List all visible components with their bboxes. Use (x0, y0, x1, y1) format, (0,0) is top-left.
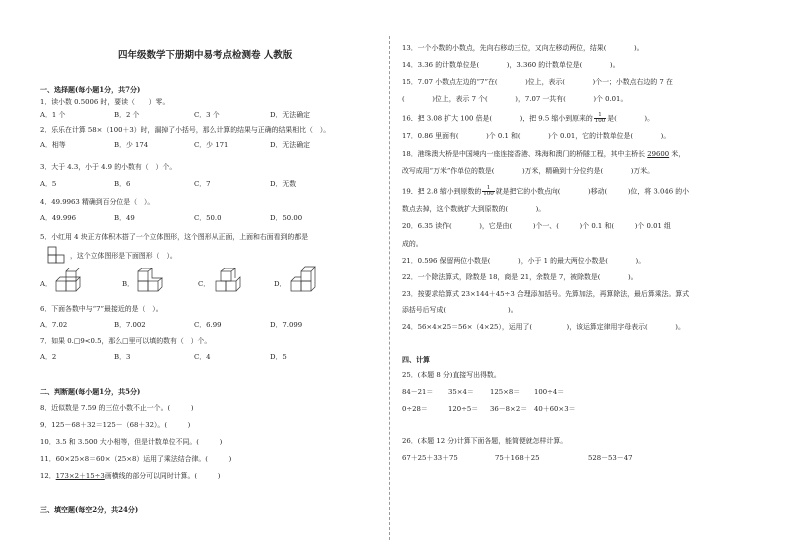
option-a: A．1 个 (40, 111, 66, 119)
fill-18 (402, 150, 685, 159)
judge-12 (40, 472, 220, 481)
option-b: B．6 (114, 180, 131, 188)
question-7: 7．如果 0.□9<0.5，那么□里可以填的数有（ ）个。 (40, 337, 212, 345)
fill-20: 20．6.35 读作( )，它是由( )个一、( )个 0.1 和( )个 0.01 组 (402, 222, 671, 230)
question-6: 6．下面各数中与“7”最接近的是（ ）。 (40, 305, 163, 313)
option-c: C．6.99 (194, 321, 222, 329)
page-title: 四年级数学下册期中易考点检测卷 人教版 (118, 50, 293, 61)
option-a: A．相等 (40, 141, 66, 149)
calc-26: 26．(本题 12 分)计算下面各题，能简便就怎样计算。 (402, 437, 568, 445)
question-1: 1．读小数 0.5006 时，要读（ ）零。 (40, 98, 170, 106)
option-b: B．2 个 (114, 111, 140, 119)
judge-12-text: 画横线的部分可以同时计算。( ) (104, 472, 221, 480)
option-d: D．7.099 (270, 321, 303, 329)
fill-16-text: 16．把 3.08 扩大 100 倍是( )，把 9.5 缩小到原来的 (402, 114, 593, 123)
calc-item: 528－53－47 (588, 454, 633, 462)
calc-item: 40＋60×3＝ (534, 405, 576, 413)
fill-18-unit: 米， (669, 150, 686, 158)
judge-11: 11．60×25×8＝60×（25×8）运用了乘法结合律。( ) (40, 455, 232, 463)
fill-15-cont: ( )位上，表示 7 个( )，7.07 一共有( )个 0.01。 (402, 95, 628, 103)
fill-22: 22．一个除法算式，除数是 18，商是 21，余数是 7，被除数是( )。 (402, 273, 638, 281)
calc-item: 100÷4＝ (534, 388, 565, 396)
judge-12-number: 12． (40, 472, 56, 480)
judge-12-underlined-expression: 173×2＋15÷3 (55, 472, 105, 480)
fill-16 (402, 113, 654, 124)
three-view-shape-icon (47, 246, 67, 264)
fraction-numerator: 1 (594, 113, 607, 119)
option-d: D． (274, 280, 287, 288)
option-d: D．无数 (270, 180, 297, 188)
section-calc-heading: 四、计算 (402, 355, 430, 364)
cube-figure-b-icon (136, 268, 166, 294)
judge-10: 10．3.5 和 3.500 大小相等，但是计数单位不同。( ) (40, 438, 223, 446)
fill-20-cont: 成的。 (402, 240, 423, 248)
calc-item: 84－21＝ (402, 388, 434, 396)
option-a: A．2 (40, 353, 57, 361)
fill-19-cont: 数点去掉，这个数就扩大到原数的( )。 (402, 205, 546, 213)
option-c: C．3 个 (194, 111, 220, 119)
fraction-denominator: 100 (594, 118, 606, 124)
fill-24: 24．56×4×25＝56×（4×25），运用了( )，该运算定律用字母表示( )。 (402, 323, 685, 331)
fraction-denominator: 100 (483, 191, 494, 197)
fill-23-cont: 添括号后写成( )。 (402, 306, 518, 314)
option-a: A．5 (40, 180, 57, 188)
judge-9: 9．125－68＋32＝125－（68＋32）。( ) (40, 421, 191, 429)
fill-18-text: 18．港珠澳大桥是中国境内一座连接香港、珠海和澳门的桥隧工程，其中主桥长 (402, 150, 648, 158)
option-c: C．4 (194, 353, 211, 361)
option-b: B．少 174 (114, 141, 149, 149)
fill-14: 14．3.36 的计数单位是( )，3.360 的计数单位是( )。 (402, 61, 620, 69)
section-fill-heading: 三、填空题(每空2分，共24分) (40, 505, 139, 514)
option-c: C．7 (194, 180, 211, 188)
fraction (482, 186, 495, 197)
option-b: B．49 (114, 214, 135, 222)
question-5-cont: ，这个立体图形是下面图形（ ）。 (70, 252, 177, 260)
calc-item: 67＋25＋33＋75 (402, 454, 458, 462)
fraction-numerator: 1 (482, 186, 495, 192)
cube-figure-a-icon (54, 268, 84, 294)
option-a: A．7.02 (40, 321, 68, 329)
fill-17: 17．0.86 里面有( )个 0.1 和( )个 0.01，它的计数单位是( )。 (402, 132, 671, 140)
option-b: B． (122, 280, 134, 288)
calc-item: 0÷28＝ (402, 405, 428, 413)
option-d: D．无法确定 (270, 111, 310, 119)
option-c: C．50.0 (194, 214, 222, 222)
calc-item: 120÷5＝ (448, 405, 479, 413)
calc-item: 75＋168＋25 (495, 454, 540, 462)
question-4: 4．49.9963 精确到百分位是（ ）。 (40, 198, 155, 206)
option-c: C． (198, 280, 211, 288)
option-c: C．少 171 (194, 141, 229, 149)
option-d: D．50.00 (270, 214, 303, 222)
calc-item: 35×4＝ (448, 388, 474, 396)
cube-figure-d-icon (288, 266, 318, 294)
question-5: 5．小红用 4 块正方体积木搭了一个立体图形，这个图形从正面，上面和右面看到的都是 (40, 233, 309, 241)
option-a: A． (40, 280, 52, 288)
calc-25: 25．(本题 8 分)直接写出得数。 (402, 371, 501, 379)
fraction (594, 113, 607, 124)
option-b: B．3 (114, 353, 131, 361)
fill-16-text-end: 是( )。 (607, 114, 655, 123)
judge-8: 8．近似数是 7.59 的三位小数不止一个。( ) (40, 404, 194, 412)
cube-figure-c-icon (212, 268, 242, 294)
option-d: D．5 (270, 353, 287, 361)
fill-19 (402, 186, 689, 197)
section-judge-heading: 二、判断题(每小题1分，共5分) (40, 387, 141, 396)
question-3: 3．大于 4.3，小于 4.9 的小数有（ ）个。 (40, 163, 177, 171)
section-choice-heading: 一、选择题(每小题1分，共7分) (40, 85, 141, 94)
fill-15: 15．7.07 小数点左边的“7”在( )位上，表示( )个一；小数点右边的 7 在 (402, 78, 673, 86)
question-2: 2．乐乐在计算 58×（100＋3）时，漏掉了小括号，那么计算的结果与正确的结果相比（ ）。 (40, 126, 331, 134)
calc-item: 36－8×2＝ (490, 405, 528, 413)
fill-21: 21．0.596 保留两位小数是( )，小于 1 的最大两位小数是( )。 (402, 257, 646, 265)
fill-13: 13．一个小数的小数点，先向右移动三位，又向左移动两位，结果( )。 (402, 44, 644, 52)
option-a: A．49.996 (40, 214, 76, 222)
fill-18-underlined-number: 29600 (647, 150, 670, 158)
fill-19-text-end: 就是把它的小数点向( )移动( )位，将 3.046 的小 (495, 187, 690, 196)
option-b: B．7.002 (114, 321, 146, 329)
fill-19-text: 19．把 2.8 缩小到原数的 (402, 187, 482, 196)
fill-23: 23．按要求给算式 23×144＋45÷3 合理添加括号。先算加法，再算除法，最后算乘法。算式 (402, 290, 690, 298)
fill-18-cont: 改写成用“万米”作单位的数是( )万米，精确到十分位约是( )万米。 (402, 167, 655, 175)
calc-item: 125×8＝ (490, 388, 521, 396)
column-divider (389, 36, 390, 540)
option-d: D．无法确定 (270, 141, 310, 149)
